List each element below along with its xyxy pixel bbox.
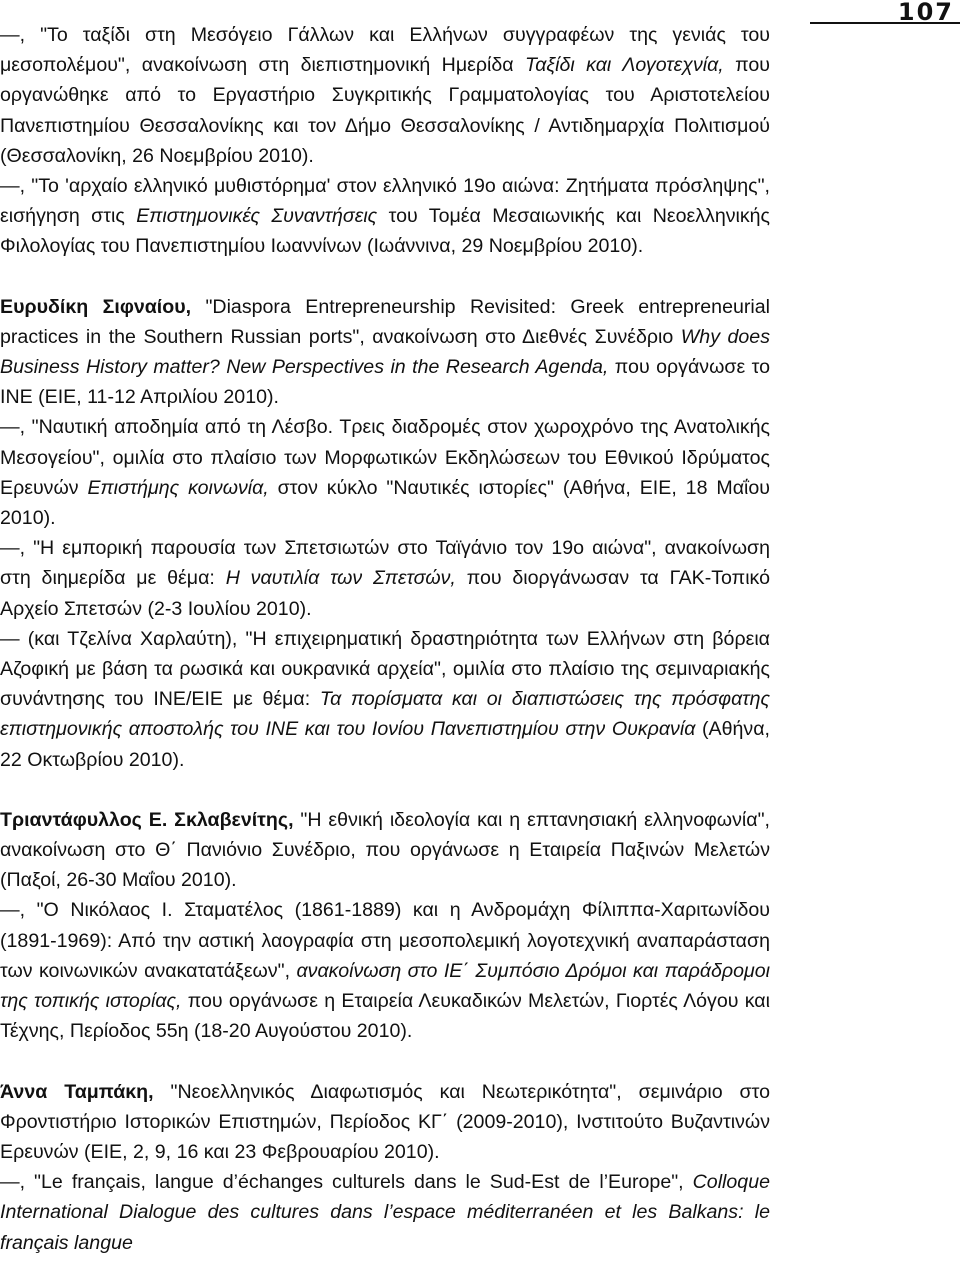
italic-title: Why does Business History matter? New Perspectives in the Research Agenda, (0, 325, 770, 379)
entry-text: που οργανώθηκε από το Εργαστήριο Συγκριτικής Γραμματολογίας του Αριστοτελείου Πανεπιστημίου Θεσσαλονίκης και τον Δήμο Θεσσαλονίκης / Αντιδημαρχία Πολιτισμού (Θεσσαλονίκη, 26 Νοεμβρίου 2010). (0, 54, 770, 167)
author-section (0, 292, 770, 775)
bibliography-entry (0, 805, 770, 896)
entry-text: του Τομέα Μεσαιωνικής και Νεοελληνικής Φιλολογίας του Πανεπιστημίου Ιωαννίνων (Ιωάννινα, 29 Νοεμβρίου 2010). (0, 205, 770, 258)
bibliography-entry (0, 20, 770, 171)
page-number: 107 (810, 0, 960, 24)
bibliography-entry (0, 1167, 770, 1258)
author-name: Άννα Ταμπάκη, (0, 1080, 154, 1103)
author-section (0, 1077, 770, 1258)
entry-text: — (και Τζελίνα Χαρλαύτη), "Η επιχειρηματική δραστηριότητα των Ελλήνων στη βόρεια Αζοφική με βάση τα ρωσικά και ουκρανικά αρχεία", ομιλία στο πλαίσιο της σεμιναριακής συνάντησης του ΙΝΕ/ΕΙΕ με θέμα: (0, 627, 770, 711)
entry-text: στον κύκλο "Ναυτικές ιστορίες" (Αθήνα, ΕΙΕ, 18 Μαΐου 2010). (0, 476, 770, 530)
author-section (0, 20, 770, 262)
entry-text: —, "Το ταξίδι στη Μεσόγειο Γάλλων και Ελλήνων συγγραφέων της γενιάς του μεσοπολέμου", ανακοίνωση στη διεπιστημονική Ημερίδα (0, 24, 770, 77)
entry-text: —, "Le français, langue d’échanges culturels dans le Sud-Est de l’Europe", (0, 1171, 693, 1194)
italic-title: Η ναυτιλία των Σπετσών, (225, 567, 456, 590)
entry-text: (Αθήνα, 22 Οκτωβρίου 2010). (0, 718, 770, 771)
bibliography-entry (0, 533, 770, 624)
bibliography-entry (0, 624, 770, 775)
bibliography-list (0, 20, 770, 1258)
italic-title: Επιστήμης κοινωνία, (87, 476, 269, 499)
italic-title: Επιστημονικές Συναντήσεις (136, 205, 378, 228)
entry-text: "Νεοελληνικός Διαφωτισμός και Νεωτερικότητα", σεμινάριο στο Φροντιστήριο Ιστορικών Επιστημών, Περίοδος ΚΓ΄ (2009-2010), Ινστιτούτο Βυζαντινών Ερευνών (ΕΙΕ, 2, 9, 16 και 23 Φεβρουαρίου 2010). (0, 1080, 771, 1163)
bibliography-entry (0, 292, 770, 413)
italic-title: Ταξίδι και Λογοτεχνία, (525, 54, 724, 77)
entry-text: "Η εθνική ιδεολογία και η επτανησιακή ελληνοφωνία", ανακοίνωση στο Θ΄ Πανιόνιο Συνέδριο, που οργάνωσε η Εταιρεία Παξινών Μελετών (Παξοί, 26-30 Μαΐου 2010). (0, 808, 770, 892)
italic-title: Τα πορίσματα και οι διαπιστώσεις της πρόσφατης επιστημονικής αποστολής του ΙΝΕ και του Ιονίου Πανεπιστημίου στην Ουκρανία (0, 688, 771, 741)
entry-text: —, "Ο Νικόλαος Ι. Σταματέλος (1861-1889) και η Ανδρομάχη Φίλιππα-Χαριτωνίδου (1891-1969): Από την αστική λαογραφία στη μεσοπολεμική λογοτεχνική αναπαράσταση των κοινωνικών ανακατατάξεων", (0, 899, 770, 982)
bibliography-entry (0, 412, 770, 533)
entry-text: "Diaspora Entrepreneurship Revisited: Greek entrepreneurial practices in the Southern Russian ports", ανακοίνωση στο Διεθνές Συνέδριο (0, 295, 770, 348)
bibliography-entry (0, 1077, 770, 1168)
author-name: Τριαντάφυλλος Ε. Σκλαβενίτης, (0, 808, 294, 831)
entry-text: —, "Η εμπορική παρουσία των Σπετσιωτών στο Ταϊγάνιο τον 19ο αιώνα", ανακοίνωση στη διημερίδα με θέμα: (0, 537, 770, 590)
entry-text: —, "Ναυτική αποδημία από τη Λέσβο. Τρεις διαδρομές στον χωροχρόνο της Ανατολικής Μεσογείου", ομιλία στο πλαίσιο των Μορφωτικών Εκδηλώσεων του Εθνικού Ιδρύματος Ερευνών (0, 416, 770, 499)
entry-text: που οργάνωσε η Εταιρεία Λευκαδικών Μελετών, Γιορτές Λόγου και Τέχνης, Περίοδος 55η (18-20 Αυγούστου 2010). (0, 990, 770, 1043)
entry-text: —, "Το 'αρχαίο ελληνικό μυθιστόρημα' στον ελληνικό 19ο αιώνα: Ζητήματα πρόσληψης", εισήγηση στις (0, 175, 770, 228)
bibliography-entry (0, 895, 770, 1046)
author-name: Ευρυδίκη Σιφναίου, (0, 295, 192, 318)
bibliography-entry (0, 171, 770, 262)
italic-title: Colloque International Dialogue des cultures dans l’espace méditerranéen et les Balkans: le français langue (0, 1171, 770, 1254)
entry-text: που οργάνωσε το ΙΝΕ (ΕΙΕ, 11-12 Απριλίου 2010). (0, 356, 770, 409)
italic-title: ανακοίνωση στο ΙΕ΄ Συμπόσιο Δρόμοι και παράδρομοι της τοπικής ιστορίας, (0, 959, 770, 1013)
author-section (0, 805, 770, 1047)
entry-text: που διοργάνωσαν τα ΓΑΚ-Τοπικό Αρχείο Σπετσών (2-3 Ιουλίου 2010). (0, 567, 771, 620)
